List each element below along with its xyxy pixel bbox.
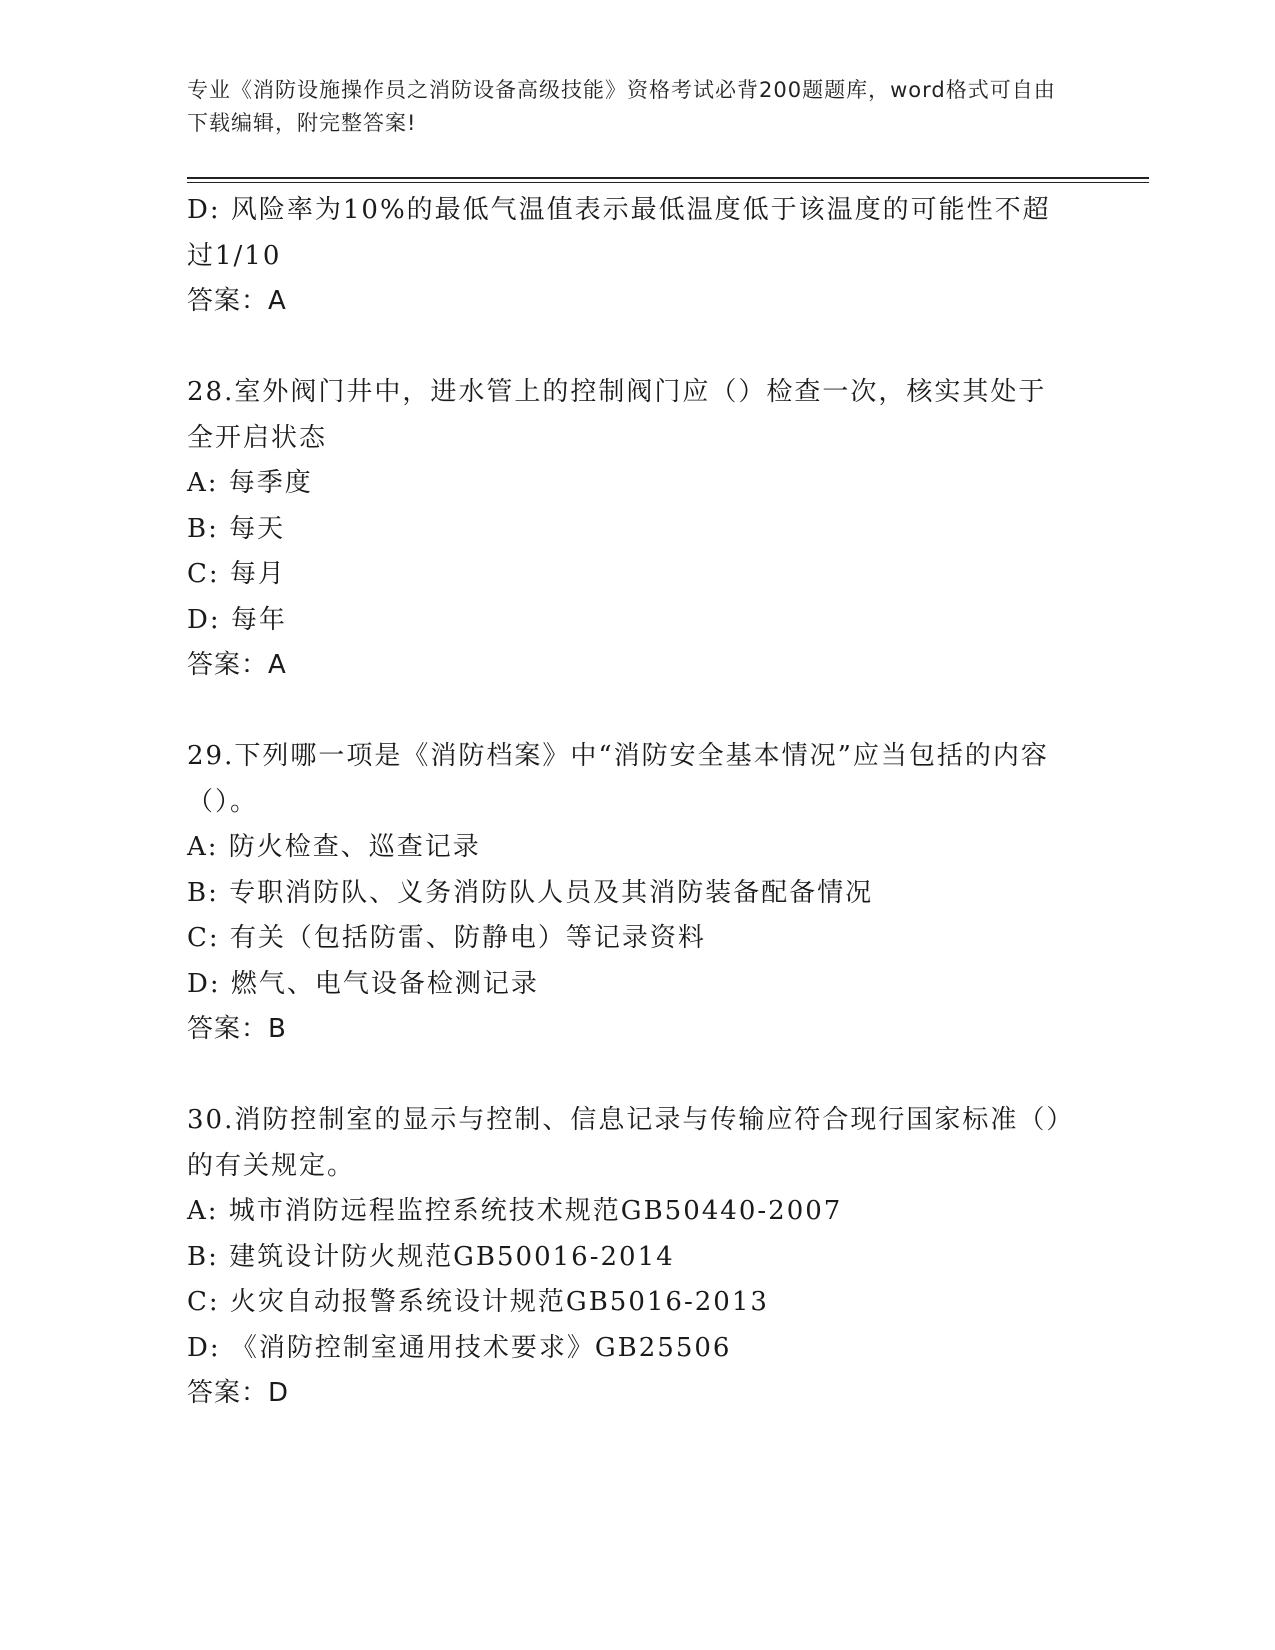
question-30: [187, 1098, 1067, 1417]
option-a: A: 防火检查、巡查记录: [187, 832, 481, 862]
answer-line: 答案：A: [187, 286, 287, 316]
answer-line: 答案：B: [187, 1014, 287, 1044]
question-content: [187, 188, 1067, 1417]
question-text: 28.室外阀门井中，进水管上的控制阀门应（）检查一次，核实其处于全开启状态: [187, 377, 1047, 453]
question-29: [187, 734, 1067, 1053]
header-divider-thick: [187, 177, 1149, 179]
option-a: A: 城市消防远程监控系统技术规范GB50440-2007: [187, 1196, 843, 1226]
question-28: [187, 370, 1067, 689]
header-divider-thin: [187, 182, 1149, 183]
option-c: C: 火灾自动报警系统设计规范GB5016-2013: [187, 1287, 769, 1317]
option-d: D: 《消防控制室通用技术要求》GB25506: [187, 1332, 732, 1363]
option-b: B: 建筑设计防火规范GB50016-2014: [187, 1241, 675, 1272]
spacer: [187, 1053, 1067, 1099]
option-d: D: 燃气、电气设备检测记录: [187, 968, 539, 999]
option-d: D: 每年: [187, 604, 287, 635]
answer-line: 答案：A: [187, 650, 287, 680]
spacer: [187, 689, 1067, 735]
question-text: 30.消防控制室的显示与控制、信息记录与传输应符合现行国家标准（）的有关规定。: [187, 1105, 1062, 1181]
option-d: D: 风险率为10%的最低气温值表示最低温度低于该温度的可能性不超过1/10: [187, 195, 1051, 271]
option-c: C: 有关（包括防雷、防静电）等记录资料: [187, 923, 706, 953]
option-a: A: 每季度: [187, 468, 313, 498]
spacer: [187, 325, 1067, 371]
carryover-question: [187, 188, 1067, 325]
answer-line: 答案：D: [187, 1378, 290, 1408]
question-text: 29.下列哪一项是《消防档案》中“消防安全基本情况”应当包括的内容（）。: [187, 741, 1049, 817]
option-b: B: 每天: [187, 513, 286, 544]
option-c: C: 每月: [187, 559, 286, 589]
option-b: B: 专职消防队、义务消防队人员及其消防装备配备情况: [187, 877, 874, 908]
document-header-title: 专业《消防设施操作员之消防设备高级技能》资格考试必背200题题库，word格式可自由下载编辑，附完整答案!: [187, 78, 1056, 135]
